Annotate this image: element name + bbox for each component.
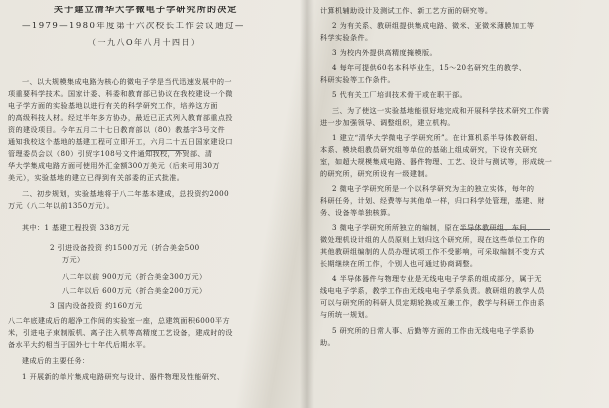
- text-line: 与所统一规划。: [320, 310, 373, 319]
- text-line: 其中：1 基建工程投资 338万元: [22, 223, 130, 232]
- text-line: 科研实验等工作条件。: [320, 75, 395, 84]
- doc-date: （一九八O年八月十四日）: [88, 38, 201, 47]
- text-line: 可以与研究所的科研人员定期轮换或互兼工作，教学与科研工作由系: [320, 298, 545, 307]
- underline-mark: [460, 229, 550, 230]
- text-line: 室，如超大规模集成电路、器件物理、工艺、设计与测试等，形成统一: [320, 157, 553, 166]
- page-fold: [300, 0, 314, 408]
- text-line: 万元（八二年以前1350万元）。: [8, 201, 115, 210]
- text-line: 助。: [320, 338, 335, 347]
- text-line: 4 每年可提供60名本科毕业生，15～20名研究生的教学、: [332, 63, 527, 72]
- text-line: 华大学集成电路方面可使用外汇金额300万美元（后来可用30万: [8, 161, 220, 170]
- text-line: 本系、模块组教员研究组等单位的基础上组成研究，下设有关研究: [320, 145, 538, 154]
- text-line: 资的建设项目。今年五月二十七日教育部以（80）教基字3号文件: [8, 125, 226, 134]
- text-line: 科学实验条件。: [320, 33, 373, 42]
- text-line: 3 为校内外提供高精度掩模版。: [332, 48, 437, 57]
- text-line: 4 半导体器件与物理专业是无线电电子学系的组成部分，属于无: [332, 274, 542, 283]
- text-line: 米，引进电子束制版机、离子注入机等高精度工艺设备，建成时的设: [8, 328, 233, 337]
- text-line: 八二年底建成后的超净工作间的实验室一座，总建筑面积6000平方: [8, 316, 230, 325]
- text-line: 务、设备等单独核算。: [320, 208, 395, 217]
- text-line: 长期继续在所工作，个别人也可通过协商调整。: [320, 259, 478, 268]
- doc-title: 关于建立清华大学微电子学研究所的决定: [54, 6, 238, 15]
- text-line: 2 为有关系、教研组提供集成电路、微米、亚微米薄膜加工等: [332, 21, 535, 30]
- text-line: 项重要科学技术。国家计委、科委和教育部已协议在我校建设一个微: [8, 89, 233, 98]
- text-line: 的高级科技人材。经过半年多方协办，最近已正式列入教育部重点投: [8, 113, 233, 122]
- text-line: 万元）: [62, 255, 85, 264]
- text-line: 其他教研组编制的人员办理试项工作不受影响，可采取编制不变方式: [320, 247, 545, 256]
- text-line: 美元），实验基地的建立已得到有关部委的正式批准。: [8, 173, 185, 182]
- text-line: 计算机辅助设计及测试工作、新工艺方面的研究等。: [320, 6, 493, 15]
- text-line: 一、以大规模集成电路为核心的微电子学是当代迅速发展中的一: [22, 77, 232, 86]
- text-line: 三、为了使这一实验基地能很好地完成和开展科学技术研究工作需: [332, 106, 550, 115]
- text-line: 八二年以前 900万元（折合美金300万元）: [62, 272, 207, 281]
- text-line: 线电电子学系，教学工作由无线电电子学系负责。教研组的教学人员: [320, 286, 545, 295]
- text-line: 5 代有关工厂培训技术骨干或在职干部。: [332, 90, 467, 99]
- doc-sub: —1979—1980年度第十六次校长工作会议通过—: [22, 22, 245, 31]
- text-line: 1 建立“清华大学微电子学研究所”。在计算机系半导体教研组、: [332, 133, 543, 142]
- text-line: 备水平大约相当于国外七十年代后期水平。: [8, 340, 151, 349]
- text-line: 3 微电子学研究所所独立的编制，原在半导体教研组、车间、: [332, 223, 535, 232]
- text-line: 2 引进设备投资 约1500万元（折合美金500: [50, 243, 200, 252]
- text-line: 微处理机设计组的人员原则上划归这个研究所，现在这些单位工作的: [320, 235, 545, 244]
- text-line: 科研任务，计划、经费等与其他单一样，归口科学处管理，基建、财: [320, 196, 545, 205]
- text-line: 3 国内设备投资 约160万元: [50, 301, 143, 310]
- text-line: 的研究所，研究所设有一级建制。: [320, 169, 433, 178]
- text-line: 二、初步规划，实验基地将于八二年基本建成，总投资约2000: [22, 189, 229, 198]
- text-line: 八二年以后 600万元（折合美金200万元）: [62, 286, 207, 295]
- underline-mark: [146, 150, 186, 151]
- text-line: 5 研究所的日常人事、后勤等方面的工作由无线电电子学系协: [332, 326, 535, 335]
- text-line: 管理委员会以（80）引贸字108号文件通知我校，外贸部、清: [8, 149, 213, 158]
- text-line: 电子学方面的实验基地以进行有关的科学研究工作，培养这方面: [8, 101, 218, 110]
- text-line: 2 微电子学研究所是一个以科学研究为主的独立实体，每年的: [332, 184, 535, 193]
- text-line: 通知我校这个基地的基建工程可立即开工，六月二十五日国家建设口: [8, 137, 233, 146]
- text-line: 建成后的主要任务：: [22, 356, 90, 365]
- text-line: 1 开展新的单片集成电路研究与设计、器件物理及性能研究、: [22, 372, 225, 381]
- text-line: 进一步加强领导、调整组织，建立机构。: [320, 118, 455, 127]
